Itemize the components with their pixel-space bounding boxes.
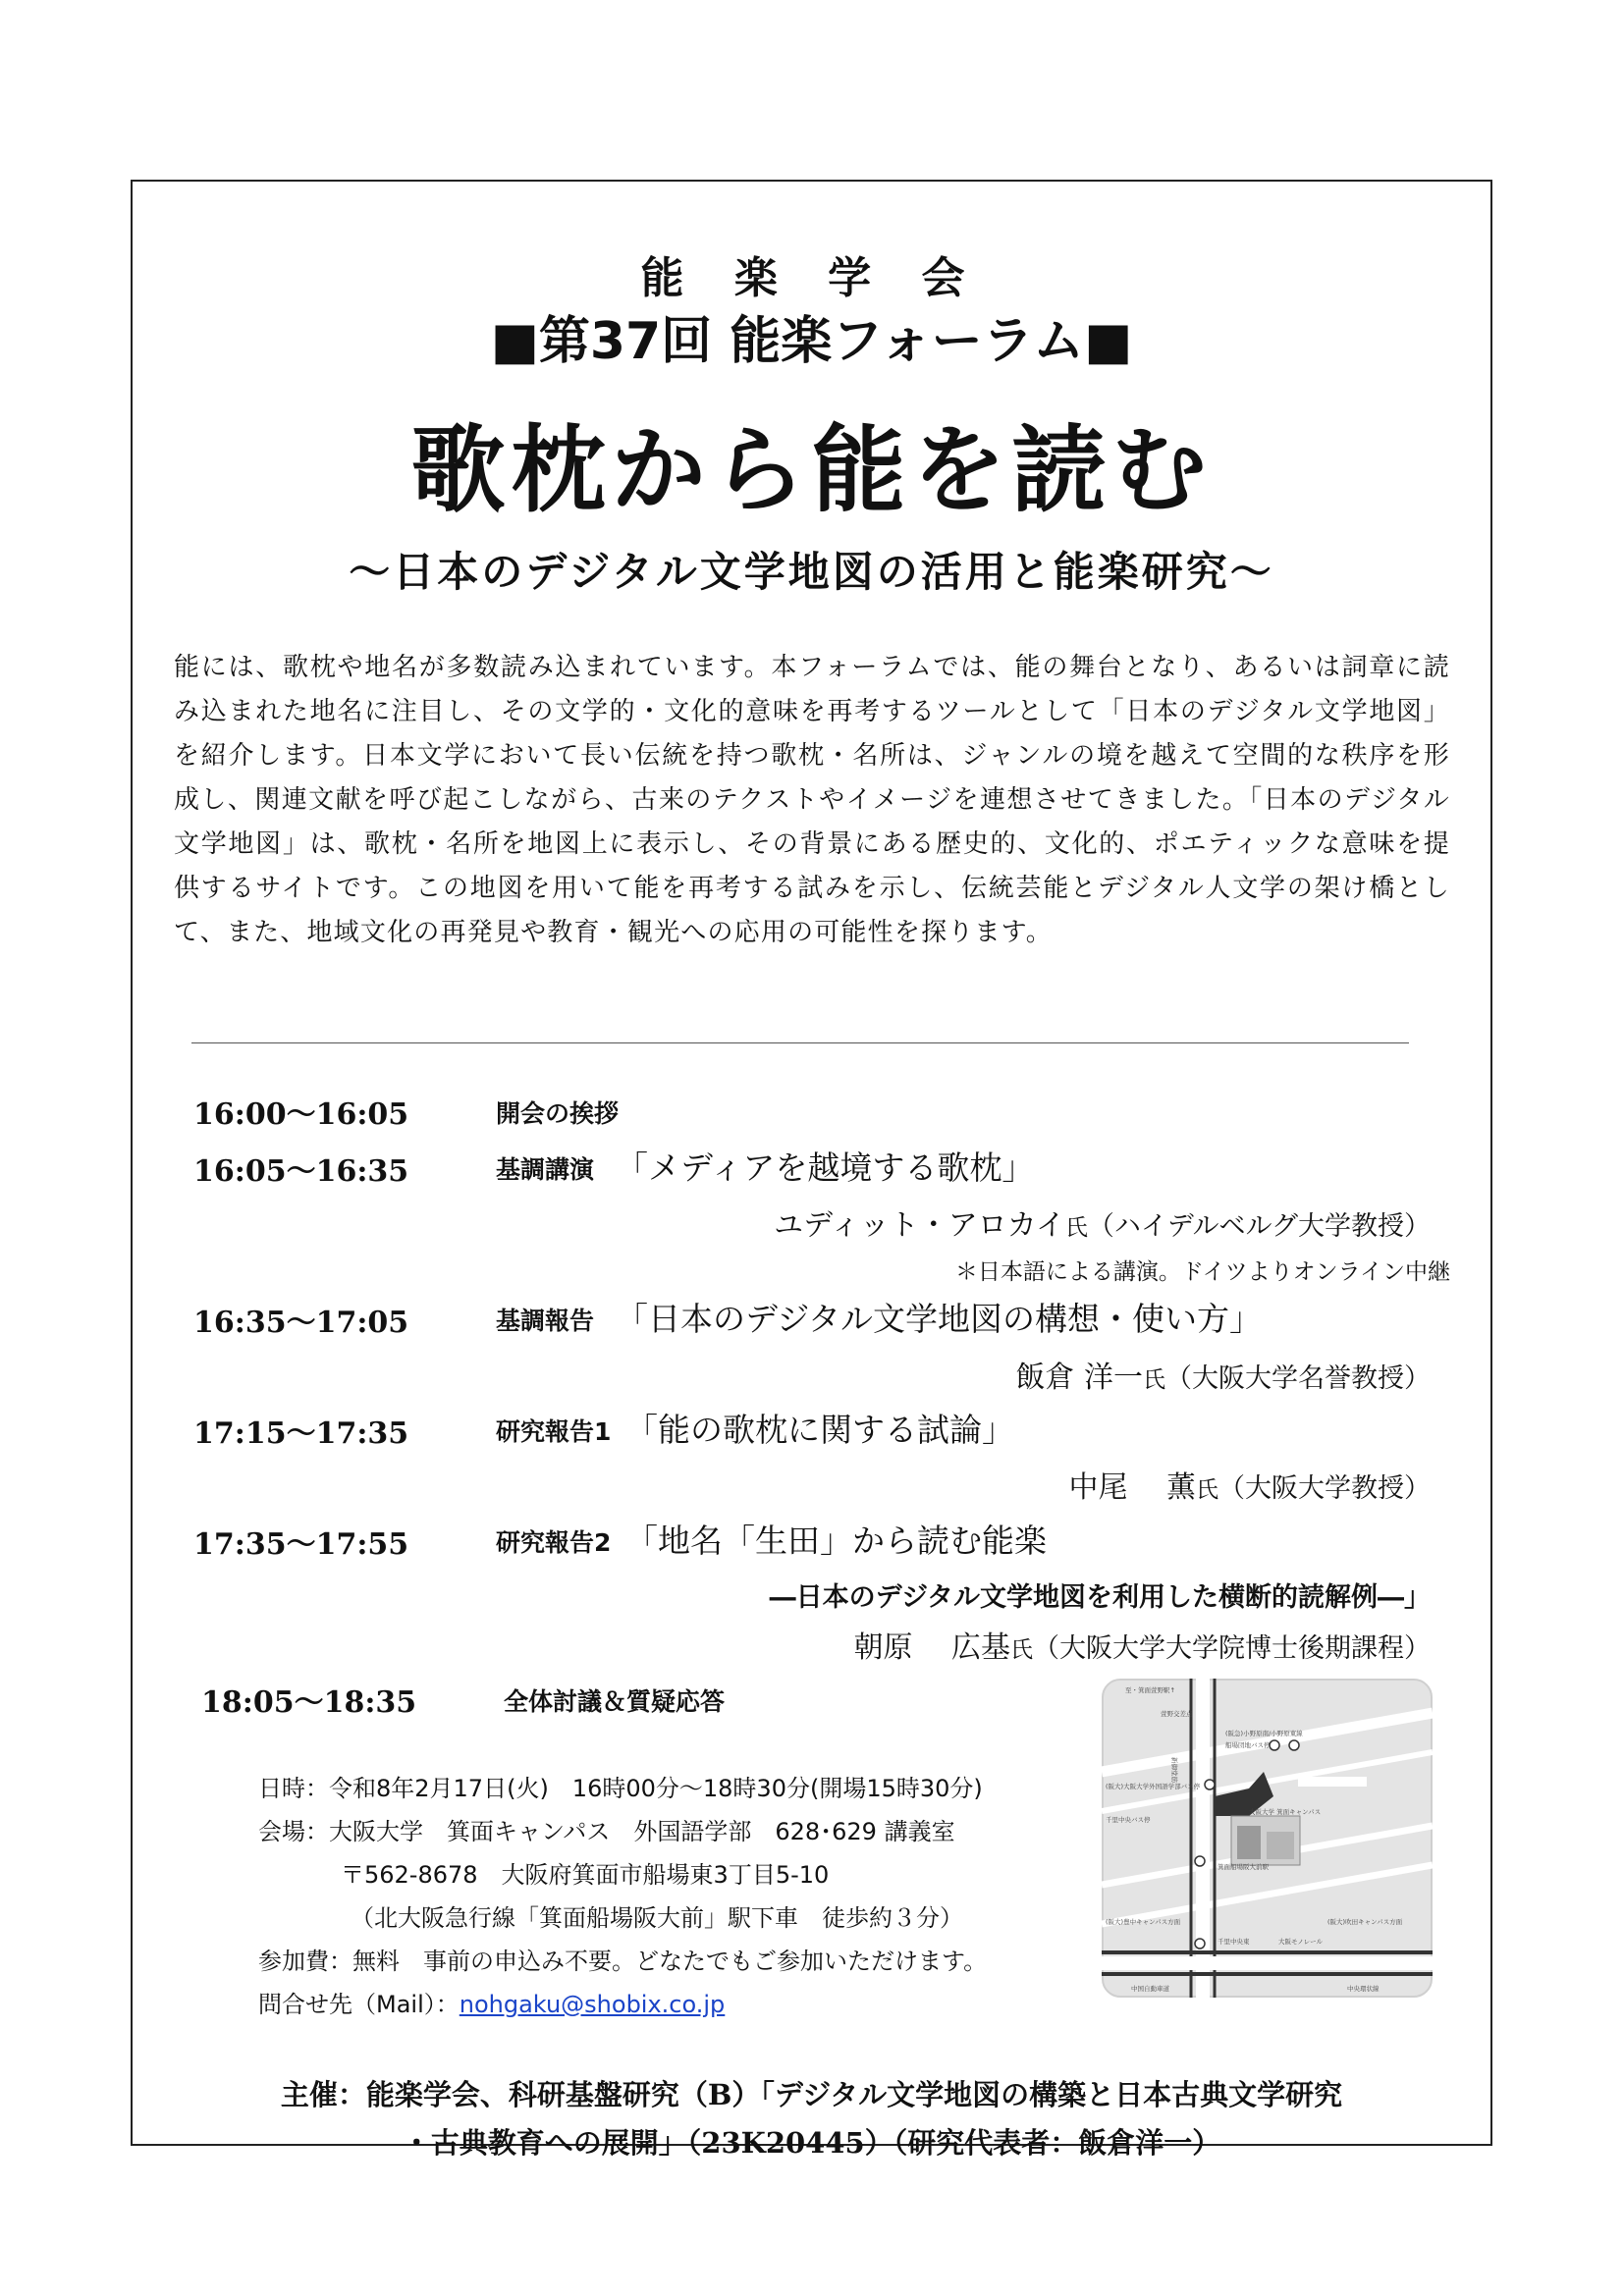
- speaker-suffix: 氏: [1064, 1215, 1088, 1241]
- divider: [191, 1042, 1409, 1043]
- event-access: （北大阪急行線「箕面船場阪大前」駅下車 徒歩約３分）: [351, 1904, 963, 1932]
- speaker-name: 飯倉 洋一: [1015, 1361, 1143, 1395]
- program-time: 16:00～16:05: [193, 1097, 409, 1132]
- program-time: 17:35～17:55: [193, 1527, 409, 1562]
- speaker-affiliation: （大阪大学名誉教授）: [1165, 1363, 1431, 1394]
- map-label: 船場団地バス停: [1225, 1741, 1271, 1749]
- event-address: 〒562-8678 大阪府箕面市船場東3丁目5-10: [341, 1861, 830, 1889]
- program-note: ＊日本語による講演。ドイツよりオンライン中継: [954, 1259, 1450, 1285]
- program-label: 基調報告: [496, 1307, 595, 1335]
- program-label: 研究報告2: [496, 1528, 612, 1557]
- program-label: 全体討議＆質疑応答: [504, 1687, 726, 1716]
- program-talk-title: 「地名「生田」から読む能楽: [625, 1522, 1047, 1560]
- speaker: [1068, 1463, 1431, 1506]
- intro-paragraph: 能には、歌枕や地名が多数読み込まれています。本フォーラムでは、能の舞台となり、あるいは詞章に読み込まれた地名に注目し、その文学的・文化的意味を再考するツールとして「日本のデジタル文学地図」を紹介します。日本文学において長い伝統を持つ歌枕・名所は、ジャンルの境を越えて空間的な秩序を形成し、関連文献を呼び起こしながら、古来のテクストやイメージを連想させてきました。「日本のデジタル文学地図」は、歌枕・名所を地図上に表示し、その背景にある歴史的、文化的、ポエティックな意味を提供するサイトです。この地図を用いて能を再考する試みを示し、伝統芸能とデジタル人文学の架け橋として、また、地域文化の再発見や教育・観光への応用の可能性を探ります。: [174, 653, 1450, 947]
- map-label: 大阪大学 箕面キャンパス: [1249, 1808, 1322, 1816]
- speaker-name: 朝原 広基: [853, 1630, 1010, 1665]
- sponsor-line-1: 主催：能楽学会、科研基盤研究（B）「デジタル文学地図の構築と日本古典文学研究: [280, 2078, 1343, 2111]
- forum-heading: ■第37回 能楽フォーラム■: [490, 312, 1133, 371]
- speaker-name: ユディット・アロカイ: [774, 1208, 1065, 1243]
- speaker-affiliation: （ハイデルベルグ大学教授）: [1087, 1211, 1431, 1242]
- speaker-affiliation: （大阪大学大学院博士後期課程）: [1033, 1633, 1431, 1664]
- organizer-heading: 能 楽 学 会: [640, 253, 983, 303]
- map-label: 萱野交差点: [1161, 1710, 1193, 1718]
- flyer-frame: [131, 180, 1492, 2160]
- map-label: (阪大)豊中キャンパス方面: [1106, 1918, 1181, 1926]
- speaker: [774, 1201, 1431, 1244]
- page-subtitle: ～日本のデジタル文学地図の活用と能楽研究～: [349, 548, 1274, 596]
- program-time: 18:05～18:35: [201, 1685, 417, 1720]
- event-venue: 会場：大阪大学 箕面キャンパス 外国語学部 628･629 講義室: [258, 1818, 955, 1845]
- map-label: 中国自動車道: [1131, 1985, 1169, 1993]
- speaker-suffix: 氏: [1010, 1637, 1033, 1663]
- program-label: 基調講演: [496, 1155, 595, 1184]
- map-label: (阪大)大阪大学外国語学部バス停: [1106, 1783, 1201, 1790]
- map-label: 箕面船場阪大前駅: [1218, 1863, 1269, 1871]
- page-title: 歌枕から能を読む: [410, 414, 1213, 525]
- map-label: 中央環状線: [1347, 1985, 1380, 1993]
- map-label: (阪急)小野原南/小野原東線: [1225, 1730, 1303, 1737]
- map-label: 千里中央バス停: [1106, 1816, 1151, 1824]
- speaker-affiliation: （大阪大学教授）: [1218, 1473, 1431, 1504]
- contact-label: 問合せ先（Mail）：: [258, 1991, 460, 2018]
- map-label: 至・箕面萱野駅↑: [1125, 1686, 1175, 1694]
- access-map: [1102, 1679, 1433, 1998]
- program-time: 16:05～16:35: [193, 1154, 409, 1189]
- map-label: (阪大)吹田キャンパス方面: [1327, 1918, 1403, 1926]
- map-label: 大阪モノレール: [1278, 1938, 1324, 1946]
- program-talk-title: 「日本のデジタル文学地図の構想・使い方」: [616, 1300, 1263, 1338]
- map-label: 新御堂筋: [1170, 1757, 1178, 1783]
- event-contact: [258, 1985, 725, 2019]
- event-fee: 参加費：無料 事前の申込み不要。どなたでもご参加いただけます。: [258, 1948, 988, 1975]
- contact-email-link[interactable]: nohgaku@shobix.co.jp: [459, 1991, 726, 2018]
- program-label: 研究報告1: [496, 1417, 612, 1446]
- program-talk-title: 「能の歌枕に関する試論」: [625, 1411, 1014, 1449]
- event-datetime: 日時：令和8年2月17日(火) 16時00分～18時30分(開場15時30分): [258, 1775, 983, 1802]
- speaker-suffix: 氏: [1196, 1477, 1218, 1503]
- speaker-suffix: 氏: [1143, 1367, 1165, 1393]
- sponsor-line-2: ・古典教育への展開」（23K20445）（研究代表者：飯倉洋一）: [402, 2126, 1221, 2160]
- speaker: [853, 1623, 1431, 1666]
- program-talk-title: 「メディアを越境する歌枕」: [616, 1148, 1035, 1187]
- program-label: 開会の挨拶: [496, 1099, 620, 1128]
- program-time: 16:35～17:05: [193, 1306, 409, 1340]
- program-time: 17:15～17:35: [193, 1416, 409, 1451]
- speaker: [1015, 1353, 1431, 1396]
- map-label: 千里中央東: [1218, 1938, 1250, 1946]
- speaker-name: 中尾 薫: [1068, 1470, 1196, 1505]
- program-talk-subtitle: ―日本のデジタル文学地図を利用した横断的読解例―」: [769, 1582, 1431, 1613]
